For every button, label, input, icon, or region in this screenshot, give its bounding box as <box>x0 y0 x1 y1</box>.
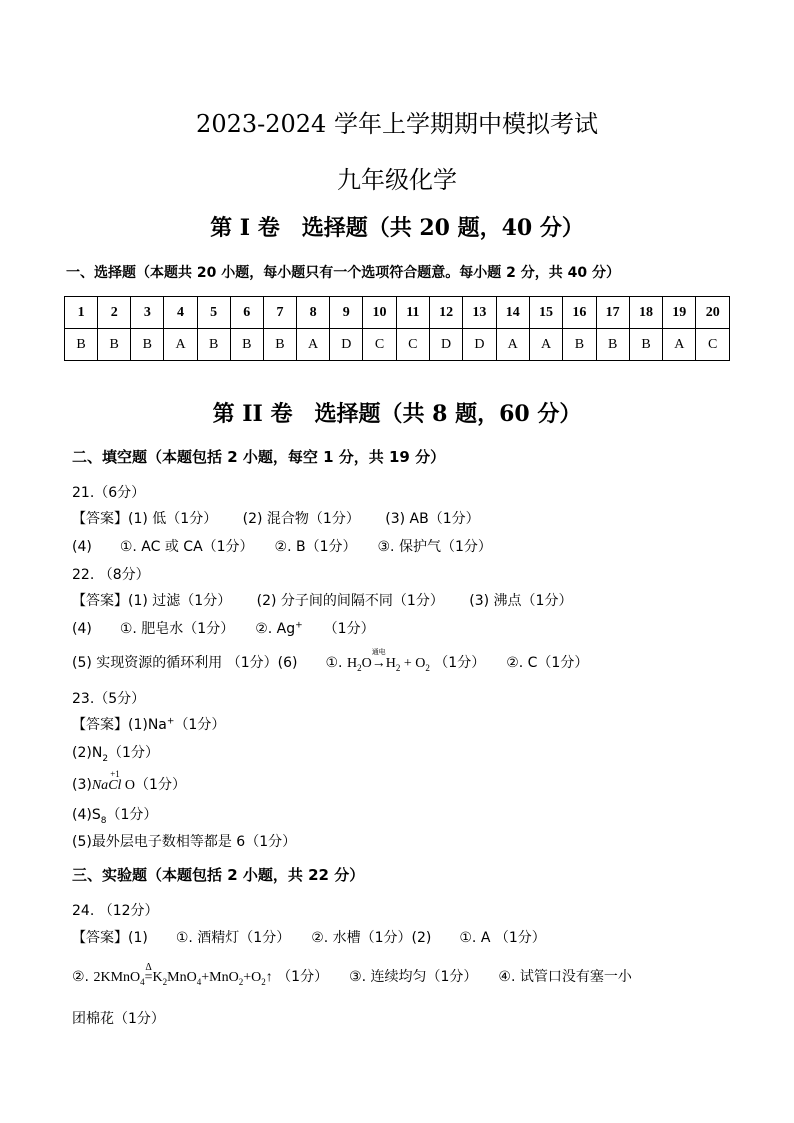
answer-table <box>64 296 730 361</box>
q21-line2: (4) ①. AC 或 CA（1分） ②. B（1分） ③. 保护气（1分） <box>72 539 492 555</box>
q24-line2 <box>72 962 632 987</box>
answer-cell: A <box>663 329 696 361</box>
question-number-cell: 6 <box>230 297 263 329</box>
answer-cell: B <box>98 329 131 361</box>
answer-cell: A <box>164 329 197 361</box>
question-number-cell: 4 <box>164 297 197 329</box>
answer-table-number-row <box>65 297 730 329</box>
question-number-cell: 12 <box>429 297 462 329</box>
question-number-cell: 7 <box>263 297 296 329</box>
question-number-cell: 15 <box>529 297 562 329</box>
q23-line4: $(4)S_8(1$分） <box>72 807 158 826</box>
section3-heading: 三、实验题（本题包括 2 小题，共 22 分） <box>72 866 365 884</box>
section1-heading: 一、选择题（本题共 20 小题，每小题只有一个选项符合题意。每小题 2 分，共 40 分） <box>66 265 620 281</box>
answer-cell: A <box>529 329 562 361</box>
cl-valence: +1 <box>110 769 120 779</box>
q23-line1-text: 【答案】(1)Na <box>72 717 167 733</box>
q22-line2-score: （1分） <box>302 621 375 637</box>
q23-line2-text: (2)N <box>72 745 103 761</box>
answer-cell: B <box>629 329 662 361</box>
question-number-cell: 14 <box>496 297 529 329</box>
water-electrolysis-equation: $H_2O$ 通电 $\to H_2 + O_2$ <box>346 648 430 673</box>
q21-line1: 【答案】(1) 低（1分） (2) 混合物（1分） (3) AB（1分） <box>72 511 480 527</box>
q23-line2: $(2)N_2(1$分） <box>72 745 159 764</box>
question-number-cell: 1 <box>65 297 98 329</box>
section2-heading: 二、填空题（本题包括 2 小题，每空 1 分，共 19 分） <box>72 448 446 466</box>
question-number-cell: 8 <box>297 297 330 329</box>
question-number-cell: 5 <box>197 297 230 329</box>
question-number-cell: 20 <box>696 297 730 329</box>
answer-cell: D <box>429 329 462 361</box>
q23-line1-score: （1分） <box>174 717 226 733</box>
question-number-cell: 11 <box>396 297 429 329</box>
q24-line3: 团棉花（1分） <box>72 1011 165 1027</box>
answer-cell: D <box>330 329 363 361</box>
q24-line2-label: ②. <box>72 969 90 985</box>
answer-cell: A <box>297 329 330 361</box>
q23-line3-score: （1分） <box>135 777 186 793</box>
part1-title: 第 I 卷 选择题（共 20 题，40 分） <box>210 215 584 241</box>
q22-ag-charge: + <box>295 620 303 631</box>
answer-cell: D <box>463 329 496 361</box>
question-number-cell: 2 <box>98 297 131 329</box>
page-subtitle: 九年级化学 <box>337 166 457 194</box>
question-number-cell: 17 <box>596 297 629 329</box>
q23-line2-score: （1分） <box>108 745 159 761</box>
na-charge: + <box>166 716 175 727</box>
naclo-formula: Na +1 Cl O <box>91 769 136 793</box>
q24-line1: 【答案】(1) ①. 酒精灯（1分） ②. 水槽（1分）(2) ①. A （1分） <box>72 930 546 946</box>
q22-line1: 【答案】(1) 过滤（1分） (2) 分子间的间隔不同（1分） (3) 沸点（1分） <box>72 593 573 609</box>
question-number-cell: 13 <box>463 297 496 329</box>
q23-line3 <box>72 769 186 794</box>
q23-line5: (5)最外层电子数相等都是 6（1分） <box>72 834 297 850</box>
q23-line1 <box>72 714 225 734</box>
answer-cell: A <box>496 329 529 361</box>
q24-head: 24. （12分） <box>72 903 159 919</box>
q23-line3-text: (3) <box>72 777 92 793</box>
answer-cell: B <box>596 329 629 361</box>
question-number-cell: 18 <box>629 297 662 329</box>
answer-table-answer-row <box>65 329 730 361</box>
answer-cell: B <box>563 329 596 361</box>
page-title: 2023-2024 学年上学期期中模拟考试 <box>196 110 598 138</box>
answer-cell: C <box>696 329 730 361</box>
q22-line3-score: （1分） ②. C（1分） <box>434 655 589 671</box>
answer-cell: B <box>230 329 263 361</box>
answer-cell: B <box>131 329 164 361</box>
answer-cell: C <box>363 329 396 361</box>
part2-title: 第 II 卷 选择题（共 8 题，60 分） <box>212 401 582 427</box>
question-number-cell: 9 <box>330 297 363 329</box>
q24-line2-text: （1分） ③. 连续均匀（1分） ④. 试管口没有塞一小 <box>277 969 632 985</box>
q23-line4-score: （1分） <box>106 807 158 823</box>
reaction-condition: 通电 <box>371 648 386 656</box>
answer-cell: B <box>197 329 230 361</box>
q22-line2 <box>72 618 375 638</box>
q21-head: 21.（6分） <box>72 485 146 501</box>
q22-line2-text: (4) ①. 肥皂水（1分） ②. Ag <box>72 621 296 637</box>
question-number-cell: 10 <box>363 297 396 329</box>
q23-line4-text: (4)S <box>72 807 101 823</box>
q22-line3-text: (5) 实现资源的循环利用 （1分）(6) ①. <box>72 655 343 671</box>
question-number-cell: 3 <box>131 297 164 329</box>
question-number-cell: 19 <box>663 297 696 329</box>
answer-cell: B <box>65 329 98 361</box>
question-number-cell: 16 <box>563 297 596 329</box>
kmno4-decomposition-equation: 2KMnO$_4$ Δ $=K_2MnO_4+MnO_2+O_2↑$ <box>93 962 273 987</box>
q22-head: 22. （8分） <box>72 567 150 583</box>
q22-line3 <box>72 648 589 673</box>
q23-head: 23.（5分） <box>72 691 146 707</box>
answer-cell: C <box>396 329 429 361</box>
answer-cell: B <box>263 329 296 361</box>
